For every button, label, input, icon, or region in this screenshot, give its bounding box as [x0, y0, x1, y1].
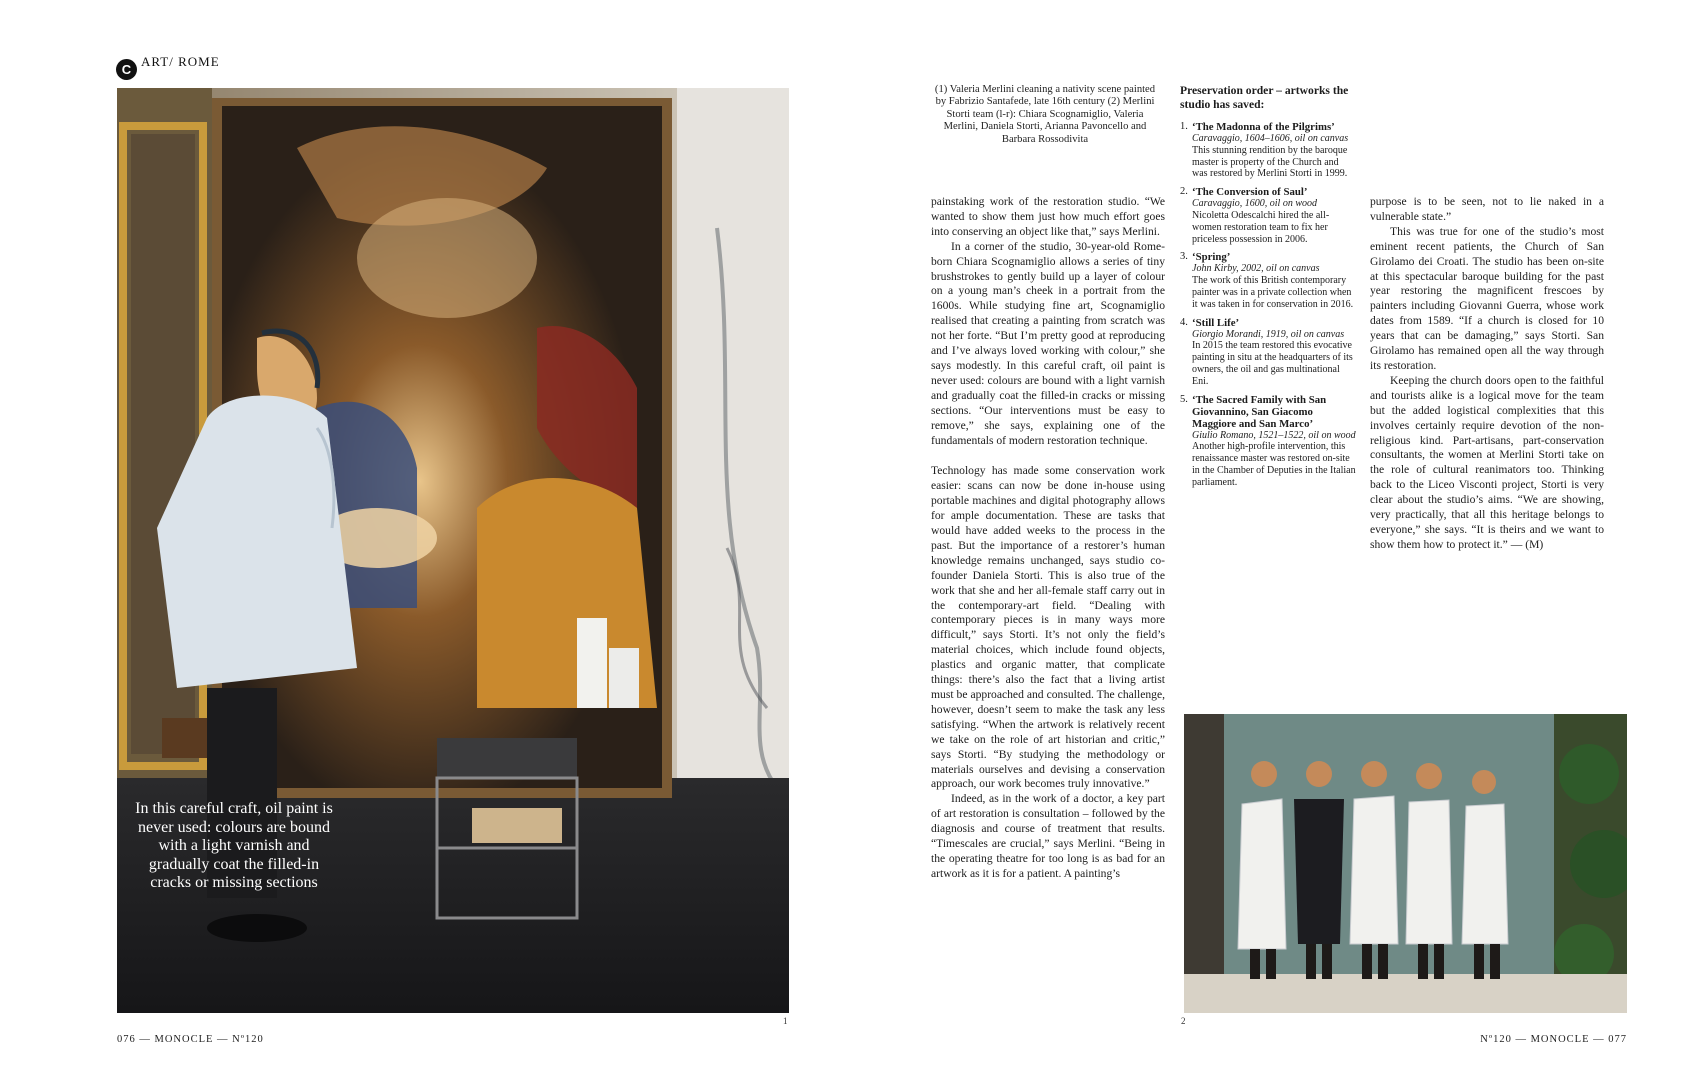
paragraph: This was true for one of the studio’s most eminent recent patients, the Church of San Girolamo dei Croati. The studio has been on-site at this spectacular baroque building for the past year restoring the magnificent frescoes by painters including Giovanni Guerra, whose work dates from 1589. “If a church is closed for 10 years that can be damaging,” says Storti. San Girolamo has remained open all the way through its restoration.	[1370, 224, 1604, 372]
figure-number-2: 2	[1181, 1016, 1186, 1026]
paragraph: Technology has made some conservation work easier: scans can now be done in-house using portable machines and digital photography allows for ample documentation. These are tasks that would have added weeks to the process in the past. But the importance of a restorer’s human knowledge remains unchanged, says studio co-founder Daniela Storti. This is also true of the work that she and her all-female staff carry out in the contemporary-art field. “Dealing with contemporary pieces is in many ways more difficult,” says Storti. It’s not only the field’s material choices, which include found objects, plastics and organic matter, that complicate things: there’s also the fact that a living artist must be approached and consulted. The challenge, however, doesn’t seem to make the task any less satisfying. “When the artwork is relatively recent we take on the role of art historian and critic,” says Storti. “By studying the methodology or materials ourselves and devising a conservation approach, our work becomes truly innovative.”	[931, 464, 1165, 791]
folio-left: 076 — MONOCLE — Nº120	[117, 1034, 264, 1045]
paragraph: Keeping the church doors open to the faithful and tourists alike is a logical move for the team but the added logistical complexities that this involves certainly require devotion of the non-religious kind. Part-artisans, part-conservation consultants, the women at Merlini Storti take on the role of cultural reanimators too. Thinking back to the Liceo Visconti project, Storti is very clear about the studio’s aims. “We are showing, very practically, that all this heritage belongs to everyone,” she says. “It is theirs and we want to show them how to protect it.” — (M)	[1370, 373, 1604, 551]
sidebar-heading: Preservation order – artworks the studio has saved:	[1180, 84, 1349, 111]
item-number: 4.	[1180, 316, 1188, 328]
list-item	[1180, 186, 1356, 245]
artwork-meta: John Kirby, 2002, oil on canvas	[1192, 263, 1320, 275]
article-column-1	[931, 195, 1165, 882]
artwork-meta: Giorgio Morandi, 1919, oil on canvas	[1192, 328, 1345, 340]
artwork-description: In 2015 the team restored this evocative painting in situ at the headquarters of its owners, the oil and gas multinational Eni.	[1192, 340, 1353, 387]
photo-team-group	[1184, 714, 1627, 1013]
monocle-c-logo: C	[116, 59, 137, 80]
artwork-title: ‘Spring’	[1192, 251, 1231, 264]
item-number: 3.	[1180, 251, 1188, 263]
folio-right: Nº120 — MONOCLE — 077	[1480, 1034, 1627, 1045]
list-item	[1180, 317, 1356, 388]
paragraph: purpose is to be seen, not to lie naked in a vulnerable state.”	[1370, 195, 1604, 223]
pull-quote: In this careful craft, oil paint is never used: colours are bound with a light varnish and gradually coat the filled-in cracks or missing sections	[135, 800, 333, 891]
artwork-title: ‘Still Life’	[1192, 316, 1240, 329]
photo-caption: (1) Valeria Merlini cleaning a nativity scene painted by Fabrizio Santafede, late 16th century (2) Merlini Storti team (l-r): Chiara Scognamiglio, Valeria Merlini, Daniela Storti, Arianna Pavoncello and Barbara Rossodivita	[934, 84, 1156, 145]
artwork-description: The work of this British contemporary painter was in a private collection when it was taken in for conservation in 2016.	[1192, 275, 1354, 310]
artwork-meta: Caravaggio, 1604–1606, oil on canvas	[1192, 133, 1349, 144]
photo-restorer-at-easel	[117, 88, 789, 1013]
paragraph: In a corner of the studio, 30-year-old Rome-born Chiara Scognamiglio allows a series of tiny brushstrokes to gently build up a layer of colour on a young man’s cheek in a portrait from the 1600s. While studying fine art, Scognamiglio realised that creating a painting from scratch was not her forte. “But I’m pretty good at reproducing and I’ve always loved working with colour,” she says modestly. In this careful craft, oil paint is never used: colours are bound with a light varnish and gradually coat the filled-in cracks or missing sections. “Our interventions must be easy to remove,” she says, explaining one of the fundamentals of modern restoration technique.	[931, 239, 1165, 447]
item-number: 5.	[1180, 393, 1188, 405]
item-number: 1.	[1180, 121, 1188, 132]
list-item	[1180, 121, 1356, 180]
artwork-meta: Caravaggio, 1600, oil on wood	[1192, 198, 1318, 210]
artwork-title: ‘The Conversion of Saul’	[1192, 186, 1308, 199]
artwork-description: Nicoletta Odescalchi hired the all-women restoration team to fix her priceless possession in 2006.	[1192, 209, 1330, 245]
list-item	[1180, 251, 1356, 310]
preservation-sidebar	[1180, 84, 1356, 495]
artwork-title: ‘The Sacred Family with San Giovannino, San Giacomo Maggiore and San Marco’	[1192, 393, 1327, 430]
artwork-description: Another high-profile intervention, this renaissance master was restored on-site in the Chamber of Deputies in the Italian parliament.	[1192, 441, 1356, 488]
section-label: ART/ ROME	[141, 54, 220, 69]
list-item	[1180, 394, 1356, 489]
artwork-title: ‘The Madonna of the Pilgrims’	[1192, 121, 1335, 133]
item-number: 2.	[1180, 186, 1188, 198]
figure-number-1: 1	[783, 1016, 788, 1026]
article-column-3	[1370, 195, 1604, 553]
artwork-description: This stunning rendition by the baroque master is property of the Church and was restored by Merlini Storti in 1999.	[1192, 144, 1348, 180]
artwork-meta: Giulio Romano, 1521–1522, oil on wood	[1192, 429, 1356, 441]
paragraph: Indeed, as in the work of a doctor, a key part of art restoration is consultation – followed by the diagnosis and course of treatment that results. “Timescales are crucial,” says Merlini. “Being in the operating theatre for too long is as bad for an artwork as it is for a patient. A painting’s	[931, 792, 1165, 880]
paragraph: painstaking work of the restoration studio. “We wanted to show them just how much effort goes into conserving an object like that,” says Merlini.	[931, 195, 1165, 238]
